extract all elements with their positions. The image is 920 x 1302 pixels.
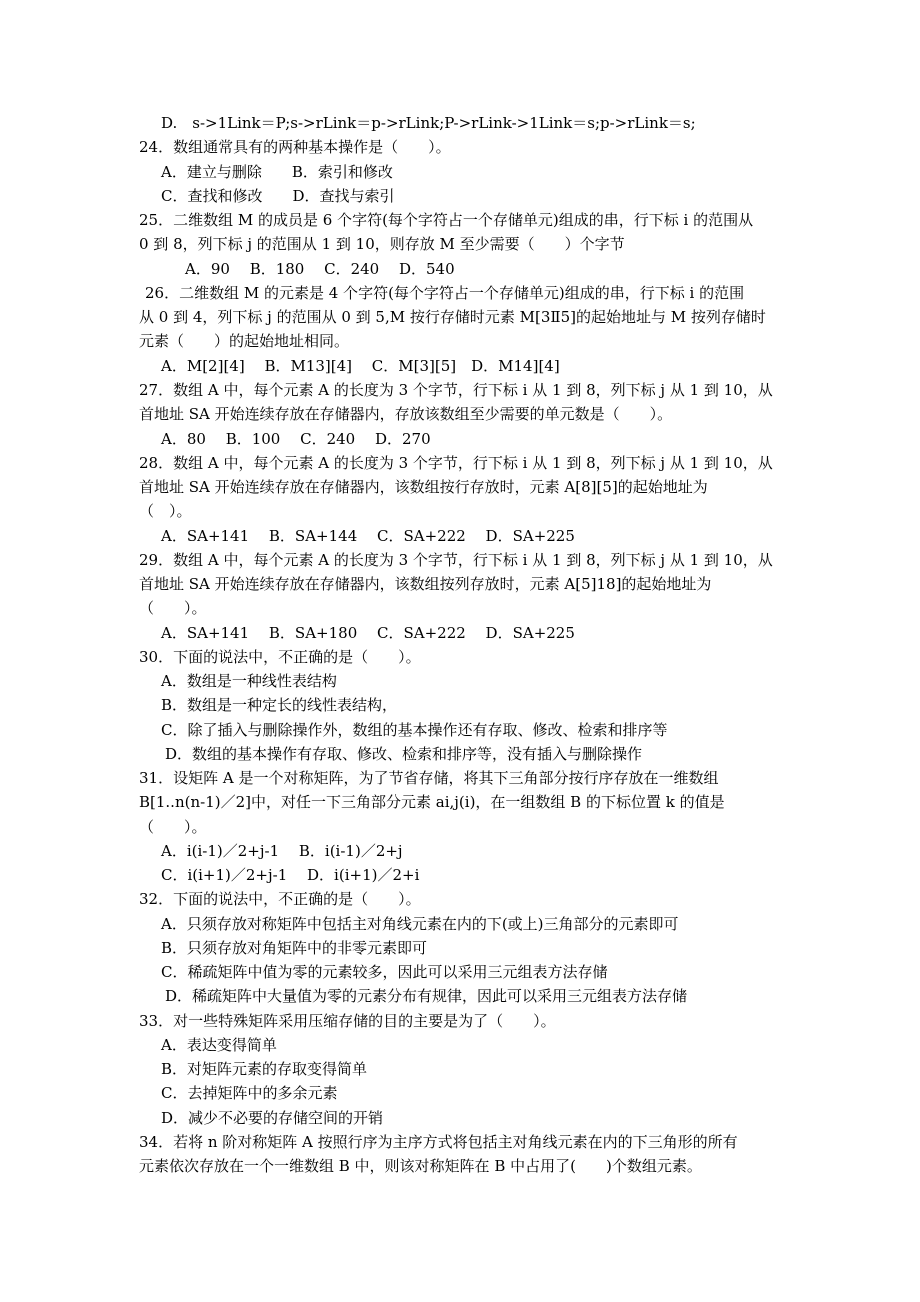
q32-option-b: B．只须存放对角矩阵中的非零元素即可 (161, 939, 428, 957)
q27-stem-line2: 首地址 SA 开始连续存放在存储器内，存放该数组至少需要的单元数是（ ）。 (139, 405, 673, 423)
q29-stem-line3: （ ）。 (139, 599, 207, 617)
q23-option-d: D. s->1Link＝P;s->rLink＝p->rLink;P->rLink->1Link＝s;p->rLink＝s; (161, 114, 696, 132)
q30-option-b: B．数组是一种定长的线性表结构， (161, 696, 398, 714)
q27-stem-line1: 27．数组 A 中，每个元素 A 的长度为 3 个字节，行下标 i 从 1 到 8，列下标 j 从 1 到 10，从 (139, 381, 773, 399)
q34-stem-line1: 34．若将 n 阶对称矩阵 A 按照行序为主序方式将包括主对角线元素在内的下三角形的所有 (139, 1133, 738, 1151)
q33-option-d: D．减少不必要的存储空间的开销 (161, 1109, 384, 1127)
q31-stem-line3: （ ）。 (139, 818, 207, 836)
q32-option-c: C．稀疏矩阵中值为零的元素较多，因此可以采用三元组表方法存储 (161, 963, 608, 981)
q32-option-d: D．稀疏矩阵中大量值为零的元素分布有规律，因此可以采用三元组表方法存储 (165, 987, 688, 1005)
q31-stem-line2: B[1..n(n-1)／2]中，对任一下三角部分元素 ai,j(i)，在一组数组 B 的下标位置 k 的值是 (139, 793, 725, 811)
q31-stem-line1: 31．设矩阵 A 是一个对称矩阵，为了节省存储，将其下三角部分按行序存放在一维数组 (139, 769, 719, 787)
q25-stem-line2: 0 到 8，列下标 j 的范围从 1 到 10，则存放 M 至少需要（ ）个字节 (139, 235, 625, 253)
q26-stem-line2: 从 0 到 4，列下标 j 的范围从 0 到 5,M 按行存储时元素 M[3Ⅱ5]的起始地址与 M 按列存储时 (139, 308, 766, 326)
q30-option-d: D．数组的基本操作有存取、修改、检索和排序等，没有插入与删除操作 (165, 745, 643, 763)
q26-stem-line1: 26．二维数组 M 的元素是 4 个字符(每个字符占一个存储单元)组成的串，行下标 i 的范围 (145, 284, 745, 302)
q28-options: A．SA+141 B．SA+144 C．SA+222 D．SA+225 (161, 527, 575, 545)
q33-stem: 33．对一些特殊矩阵采用压缩存储的目的主要是为了（ ）。 (139, 1012, 556, 1030)
q29-options: A．SA+141 B．SA+180 C．SA+222 D．SA+225 (161, 624, 575, 642)
q33-option-b: B．对矩阵元素的存取变得简单 (161, 1060, 368, 1078)
q34-stem-line2: 元素依次存放在一个一维数组 B 中，则该对称矩阵在 B 中占用了( )个数组元素。 (139, 1157, 702, 1175)
q27-options: A．80 B．100 C．240 D．270 (161, 430, 431, 448)
q30-option-c: C．除了插入与删除操作外，数组的基本操作还有存取、修改、检索和排序等 (161, 721, 668, 739)
q30-stem: 30．下面的说法中，不正确的是（ ）。 (139, 648, 421, 666)
q24-stem: 24．数组通常具有的两种基本操作是（ ）。 (139, 138, 451, 156)
q26-options: A．M[2][4] B．M13][4] C．M[3][5] D．M14][4] (161, 357, 560, 375)
q28-stem-line1: 28．数组 A 中，每个元素 A 的长度为 3 个字节，行下标 i 从 1 到 8，列下标 j 从 1 到 10，从 (139, 454, 773, 472)
q32-option-a: A．只须存放对称矩阵中包括主对角线元素在内的下(或上)三角部分的元素即可 (161, 915, 679, 933)
q28-stem-line2: 首地址 SA 开始连续存放在存储器内，该数组按行存放时，元素 A[8][5]的起始地址为 (139, 478, 708, 496)
q25-stem-line1: 25．二维数组 M 的成员是 6 个字符(每个字符占一个存储单元)组成的串，行下标 i 的范围从 (139, 211, 754, 229)
q29-stem-line1: 29．数组 A 中，每个元素 A 的长度为 3 个字节，行下标 i 从 1 到 8，列下标 j 从 1 到 10，从 (139, 551, 773, 569)
q26-stem-line3: 元素（ ）的起始地址相同。 (139, 332, 350, 350)
q32-stem: 32．下面的说法中，不正确的是（ ）。 (139, 890, 421, 908)
q24-options-cd: C．查找和修改 D．查找与索引 (161, 187, 395, 205)
q25-options: A．90 B．180 C．240 D．540 (185, 260, 455, 278)
q31-options-cd: C．i(i+1)／2+j-1 D．i(i+1)／2+i (161, 866, 420, 884)
q24-options-ab: A．建立与删除 B．索引和修改 (161, 163, 393, 181)
q28-stem-line3: （ ）。 (139, 502, 192, 520)
q31-options-ab: A．i(i-1)／2+j-1 B．i(i-1)／2+j (161, 842, 403, 860)
q33-option-a: A．表达变得简单 (161, 1036, 277, 1054)
q30-option-a: A．数组是一种线性表结构 (161, 672, 337, 690)
q29-stem-line2: 首地址 SA 开始连续存放在存储器内，该数组按列存放时，元素 A[5]18]的起始地址为 (139, 575, 712, 593)
q33-option-c: C．去掉矩阵中的多余元素 (161, 1084, 338, 1102)
